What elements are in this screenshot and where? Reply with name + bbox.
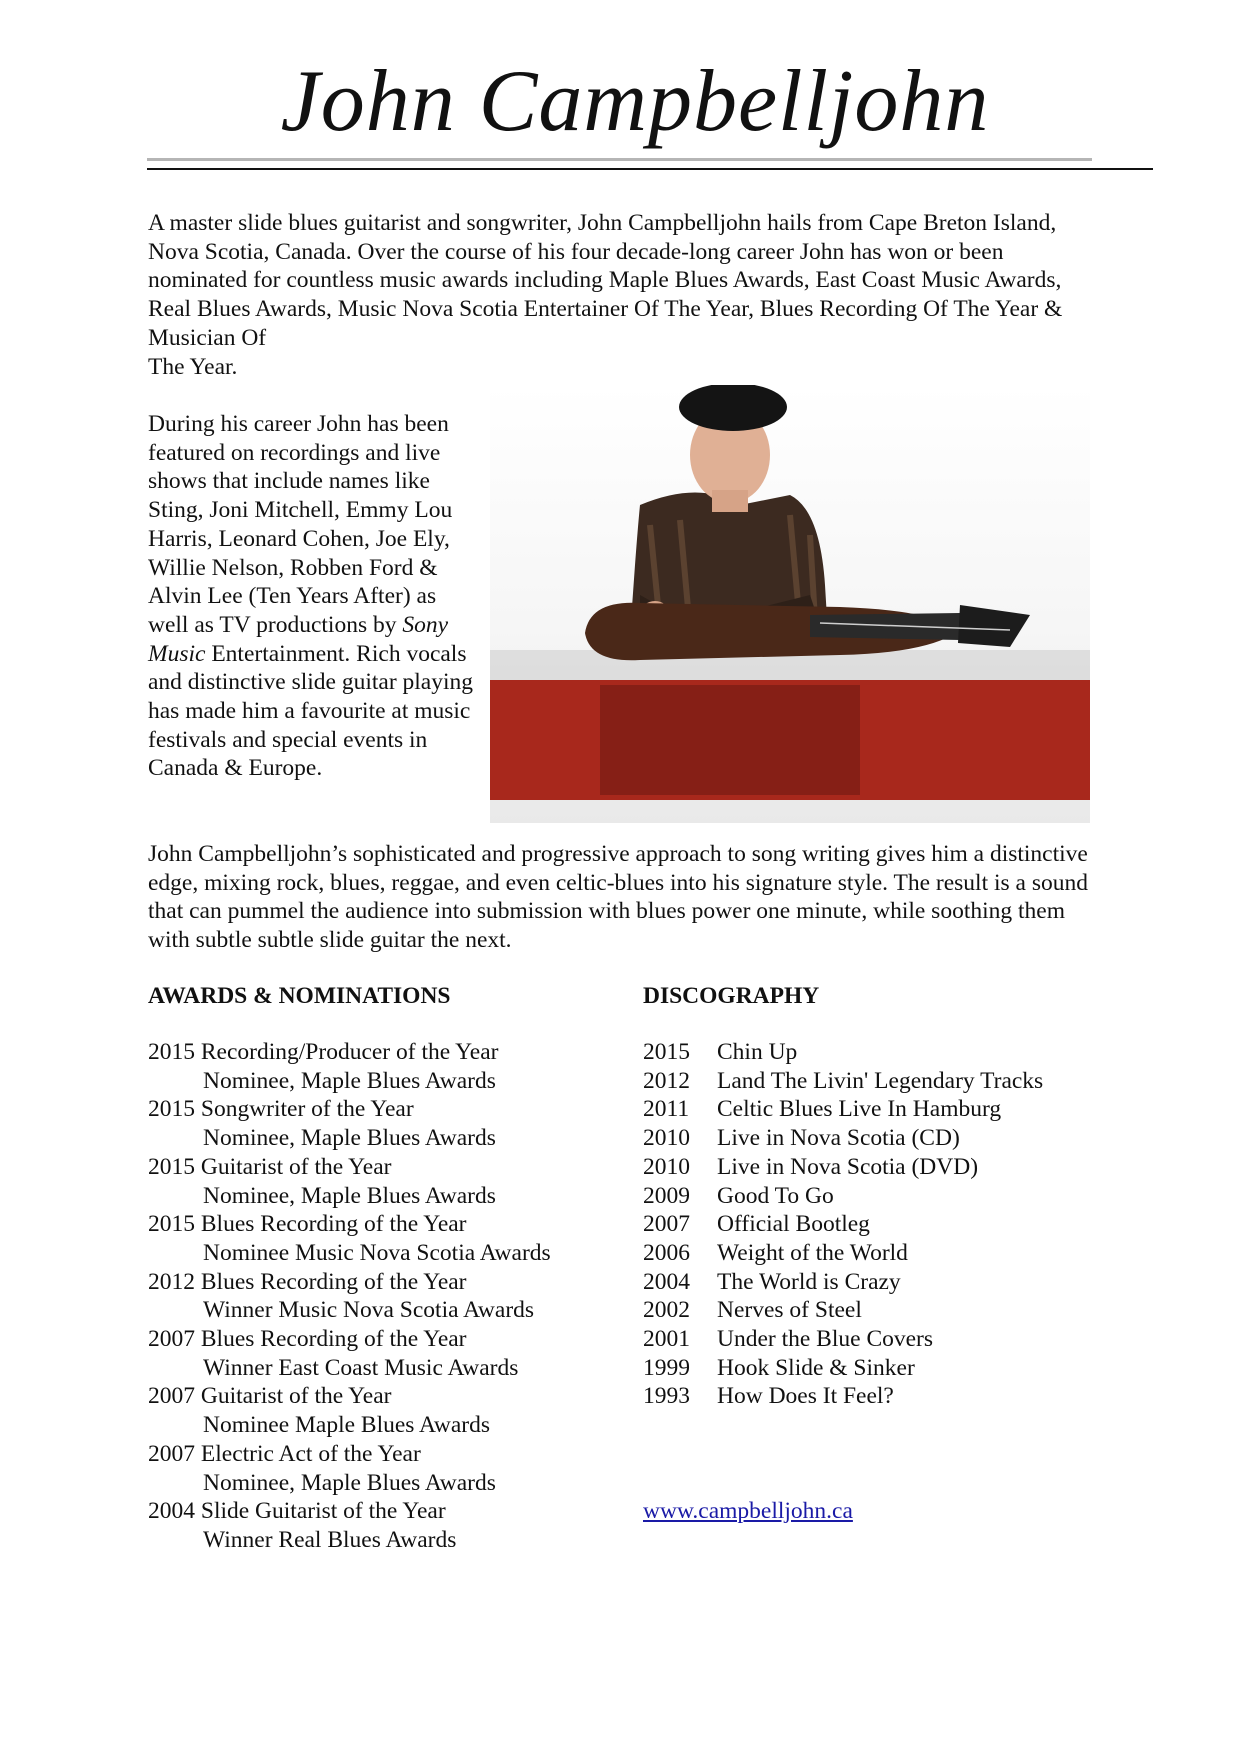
award-item	[148, 1095, 608, 1152]
award-detail: Winner Real Blues Awards	[203, 1526, 457, 1553]
album-title: Hook Slide & Sinker	[717, 1354, 915, 1381]
guitar-headstock	[958, 605, 1030, 647]
album-title: Chin Up	[717, 1039, 798, 1065]
career-text-italic: Sony Music	[148, 611, 449, 667]
page-title: John Campbelljohn	[280, 53, 990, 150]
award-detail: Nominee Maple Blues Awards	[203, 1412, 490, 1439]
awards-heading: AWARDS & NOMINATIONS	[148, 983, 451, 1009]
award-title: 2015 Guitarist of the Year	[148, 1153, 392, 1180]
website-link[interactable]: www.campbelljohn.ca	[643, 1498, 853, 1524]
award-item	[148, 1038, 608, 1095]
discography-item	[643, 1182, 1103, 1211]
discography-item	[643, 1095, 1103, 1124]
discography-heading: DISCOGRAPHY	[643, 983, 820, 1009]
album-title: Live in Nova Scotia (DVD)	[717, 1153, 979, 1180]
award-detail: Winner Music Nova Scotia Awards	[203, 1297, 535, 1324]
discography-item	[643, 1296, 1103, 1325]
award-item	[148, 1325, 608, 1382]
discography-item	[643, 1153, 1103, 1182]
guitar-reflection	[600, 685, 860, 795]
album-title: The World is Crazy	[717, 1268, 901, 1295]
album-title: Land The Livin' Legendary Tracks	[717, 1067, 1044, 1094]
discography-item	[643, 1382, 1103, 1411]
awards-list	[148, 1038, 608, 1555]
award-detail: Winner East Coast Music Awards	[203, 1354, 519, 1381]
award-item	[148, 1153, 608, 1210]
album-title: Official Bootleg	[717, 1211, 870, 1238]
career-text-before: During his career John has been featured on recordings and live shows that include names like Sting, Joni Mitchell, Emmy Lou Harris, Leonard Cohen, Joe Ely, Willie Nelson, Robben Ford & Alvin Lee (Ten Years After) as well as TV productions by	[148, 411, 453, 638]
title-rule-grey	[147, 158, 1092, 161]
career-text-after: Entertainment. Rich vocals and distinctive slide guitar playing has made him a favourite at music festivals and special events in Canada & Europe.	[148, 640, 474, 782]
album-year: 2015	[643, 1039, 690, 1065]
award-title: 2015 Recording/Producer of the Year	[148, 1039, 499, 1065]
intro-paragraph	[148, 209, 1108, 381]
career-paragraph	[148, 410, 478, 783]
album-year: 2007	[643, 1211, 690, 1238]
approach-paragraph: John Campbelljohn’s sophisticated and progressive approach to song writing gives him a distinctive edge, mixing rock, blues, reggae, and even celtic-blues into his signature style. The result is a sound that can pummel the audience into submission with blues power one minute, while soothing them with subtle subtle slide guitar the next.	[148, 841, 1088, 954]
discography-item	[643, 1325, 1103, 1354]
album-year: 2012	[643, 1067, 690, 1094]
award-item	[148, 1497, 608, 1554]
discography-list	[643, 1038, 1103, 1411]
award-detail: Nominee, Maple Blues Awards	[203, 1125, 496, 1152]
album-title: Good To Go	[717, 1182, 834, 1209]
award-title: 2015 Songwriter of the Year	[148, 1096, 414, 1123]
award-detail: Nominee, Maple Blues Awards	[203, 1469, 496, 1496]
artist-photo-illustration	[490, 385, 1090, 823]
discography-item	[643, 1354, 1103, 1383]
award-title: 2012 Blues Recording of the Year	[148, 1268, 467, 1295]
discography-item	[643, 1210, 1103, 1239]
album-title: How Does It Feel?	[717, 1383, 894, 1410]
album-year: 1999	[643, 1354, 690, 1381]
discography-item	[643, 1067, 1103, 1096]
album-year: 1993	[643, 1383, 690, 1410]
album-year: 2006	[643, 1239, 690, 1266]
award-item	[148, 1210, 608, 1267]
intro-text-end: The Year.	[148, 353, 238, 380]
award-detail: Nominee, Maple Blues Awards	[203, 1182, 496, 1209]
award-title: 2004 Slide Guitarist of the Year	[148, 1498, 446, 1525]
album-year: 2001	[643, 1326, 690, 1353]
award-detail: Nominee Music Nova Scotia Awards	[203, 1239, 551, 1266]
album-year: 2009	[643, 1182, 690, 1209]
title-rule-black	[147, 168, 1153, 170]
album-year: 2010	[643, 1125, 690, 1152]
award-title: 2007 Electric Act of the Year	[148, 1440, 421, 1467]
neck-shape	[712, 490, 748, 512]
album-year: 2004	[643, 1268, 690, 1295]
album-title: Celtic Blues Live In Hamburg	[717, 1096, 1002, 1123]
album-title: Live in Nova Scotia (CD)	[717, 1125, 960, 1152]
intro-text: A master slide blues guitarist and songwriter, John Campbelljohn hails from Cape Breton Island, Nova Scotia, Canada. Over the course of his four decade-long career John has won or been nominated for countless music awards including Maple Blues Awards, East Coast Music Awards, Real Blues Awards, Music Nova Scotia Entertainer Of The Year, Blues Recording Of The Year & Musician Of	[148, 210, 1063, 351]
album-title: Nerves of Steel	[717, 1297, 862, 1324]
award-title: 2007 Blues Recording of the Year	[148, 1326, 467, 1353]
award-title: 2007 Guitarist of the Year	[148, 1383, 392, 1410]
award-detail: Nominee, Maple Blues Awards	[203, 1067, 496, 1094]
beret-shape	[679, 385, 787, 431]
album-title: Under the Blue Covers	[717, 1326, 934, 1353]
award-item	[148, 1382, 608, 1439]
discography-item	[643, 1124, 1103, 1153]
album-year: 2010	[643, 1153, 690, 1180]
discography-item	[643, 1239, 1103, 1268]
award-item	[148, 1440, 608, 1497]
artist-photo	[490, 385, 1090, 823]
discography-item	[643, 1268, 1103, 1297]
album-year: 2002	[643, 1297, 690, 1324]
album-title: Weight of the World	[717, 1239, 908, 1266]
album-year: 2011	[643, 1096, 690, 1123]
award-title: 2015 Blues Recording of the Year	[148, 1211, 467, 1238]
award-item	[148, 1268, 608, 1325]
discography-item	[643, 1038, 1103, 1067]
